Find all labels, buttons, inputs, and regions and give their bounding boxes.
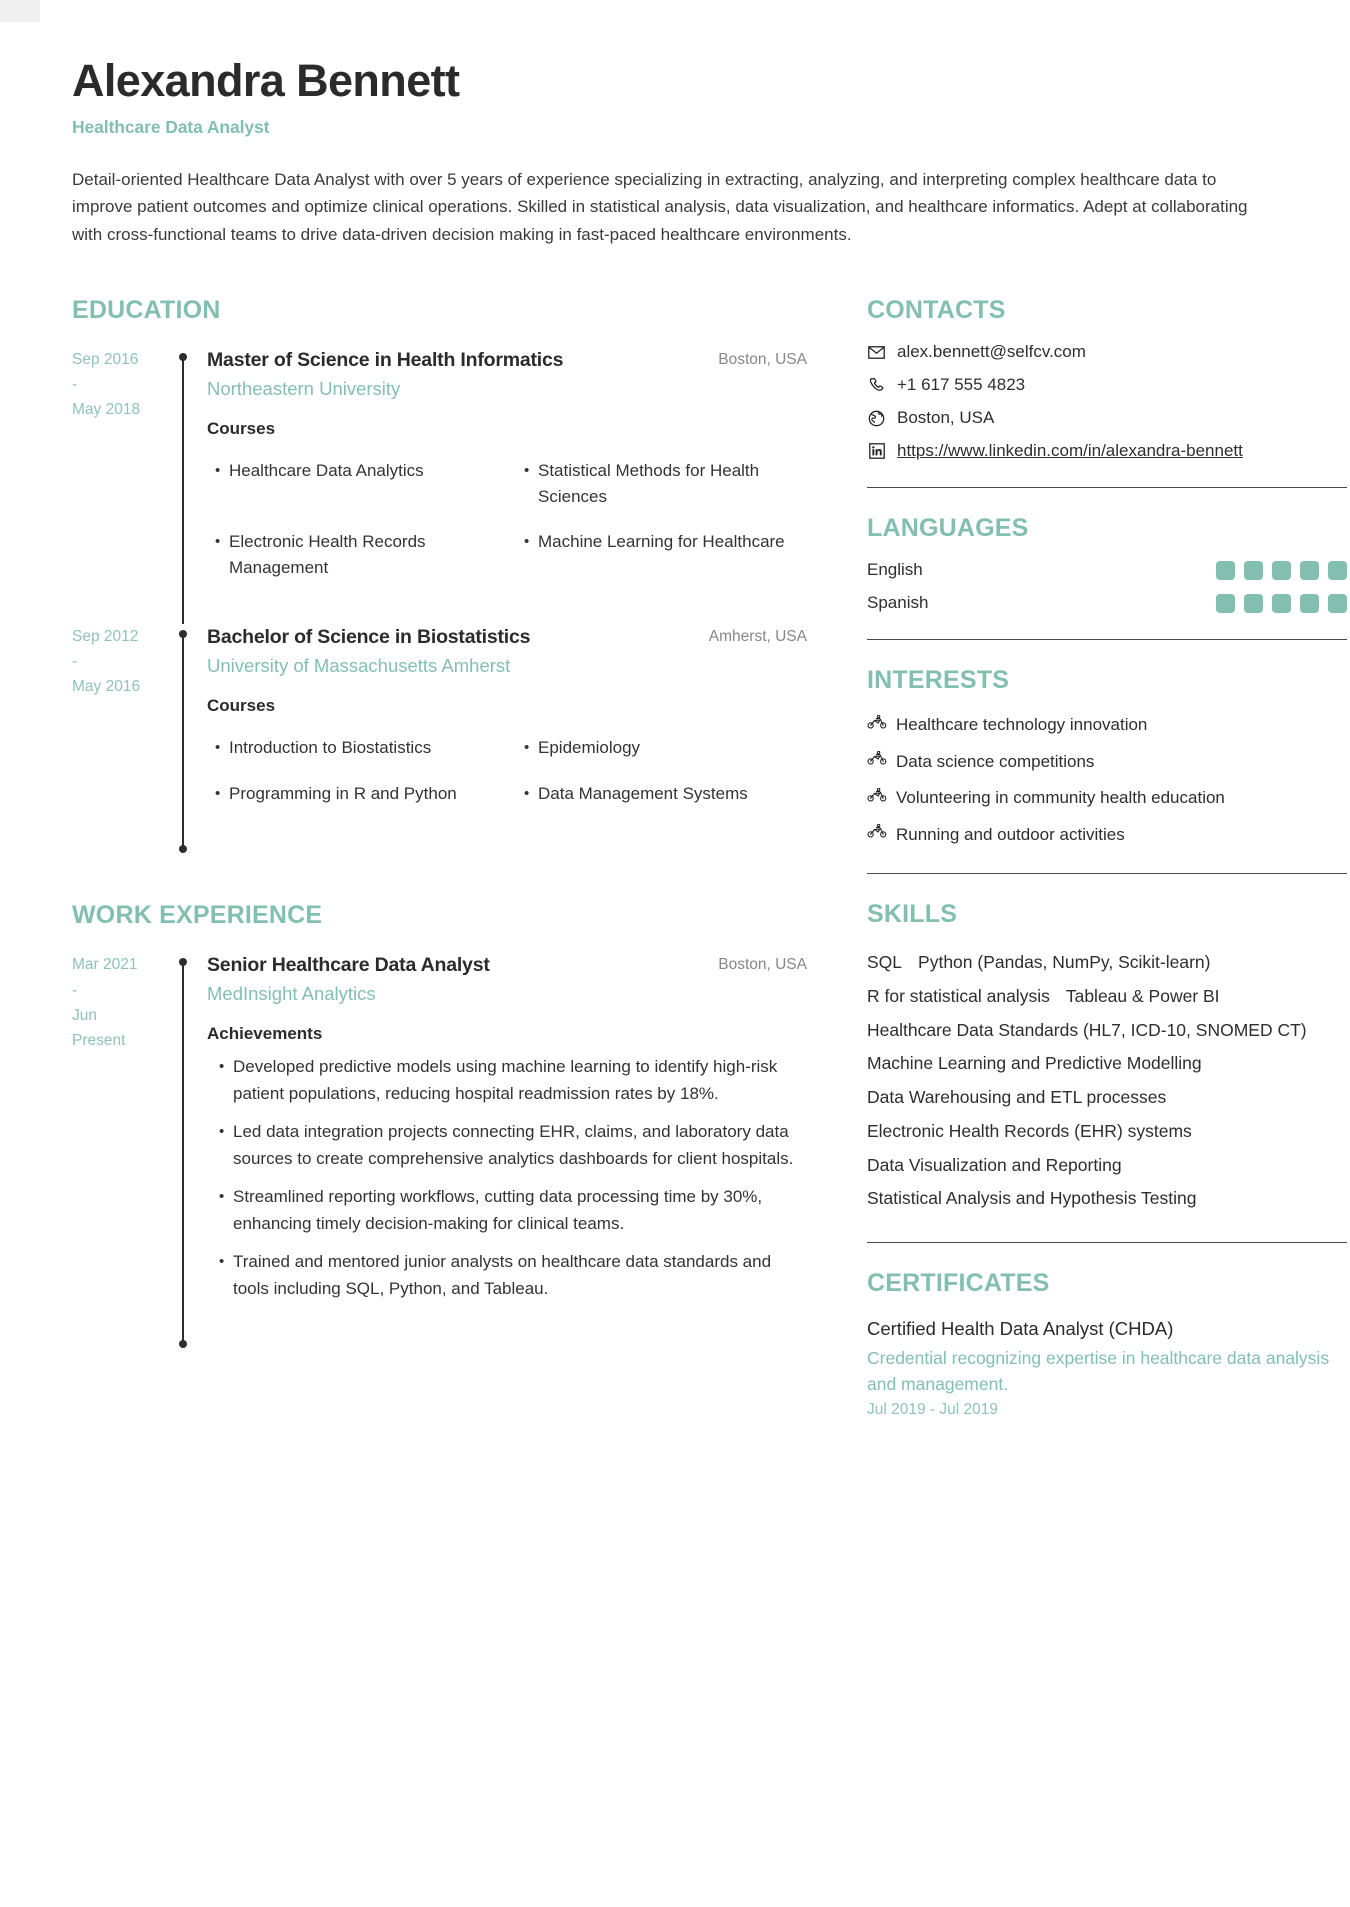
interests-section [867,666,1347,847]
skill-item: Data Warehousing and ETL processes [867,1087,1167,1108]
date-end-month: Jun [72,1006,97,1024]
achievements-list [207,1054,807,1302]
interest-item [867,822,1347,848]
date-start: Sep 2012 [72,628,139,646]
timeline-rail [177,952,189,1344]
timeline-line [182,960,184,1344]
candidate-job-title: Healthcare Data Analyst [72,116,270,137]
education-entry-body [189,347,807,624]
date-end-present: Present [72,1031,126,1049]
interest-item [867,785,1347,811]
skill-item: Data Visualization and Reporting [867,1154,1122,1175]
education-entry [72,347,807,624]
skills-section-title: SKILLS [867,900,958,929]
timeline-dot-icon [179,845,187,853]
bullet-icon: • [215,533,221,551]
level-square [1272,594,1291,613]
level-square [1216,594,1235,613]
linkedin-icon [867,442,886,461]
timeline-rail [177,347,189,624]
contact-location-row[interactable] [867,408,1347,428]
level-square [1328,561,1347,580]
certificates-section [867,1269,1347,1419]
sidebar-divider [867,639,1347,640]
achievement-item [207,1184,807,1237]
date-start: Sep 2016 [72,351,139,369]
achievement-text: Led data integration projects connecting EHR, claims, and laboratory data sources to create comprehensive analytics dashboards for client hospitals. [233,1122,794,1168]
work-entry-body [189,952,807,1344]
courses-label: Courses [207,695,276,715]
language-level-meter [1216,594,1347,613]
bicycle-icon [867,715,887,735]
education-dates [72,624,177,849]
languages-section-title: LANGUAGES [867,514,1029,543]
education-dates [72,347,177,624]
job-role: Senior Healthcare Data Analyst [207,954,490,977]
level-square [1272,561,1291,580]
phone-icon [867,376,886,395]
contact-email-row[interactable] [867,342,1347,362]
skill-item: SQL [867,952,903,973]
course-item [516,774,807,820]
degree-title: Master of Science in Health Informatics [207,349,564,372]
bullet-icon: • [219,1188,225,1206]
work-section-title: WORK EXPERIENCE [72,901,323,930]
course-label: Healthcare Data Analytics [229,460,424,480]
bullet-icon: • [524,784,530,802]
level-square [1328,594,1347,613]
education-entry [72,624,807,849]
courses-grid [207,728,807,820]
contact-phone-value: +1 617 555 4823 [897,375,1026,395]
certificate-name: Certified Health Data Analyst (CHDA) [867,1318,1174,1340]
interest-label: Volunteering in community health education [896,788,1225,808]
school-name: Northeastern University [207,377,401,399]
language-row [867,560,1347,580]
level-square [1244,561,1263,580]
school-name: University of Massachusetts Amherst [207,654,511,676]
date-end: May 2018 [72,401,141,419]
bullet-icon: • [215,784,221,802]
interest-label: Healthcare technology innovation [896,715,1148,735]
candidate-name: Alexandra Bennett [72,55,460,106]
bicycle-icon [867,788,887,808]
level-square [1244,594,1263,613]
bullet-icon: • [219,1058,225,1076]
courses-grid [207,451,807,594]
date-dash: - [72,981,78,999]
timeline-rail [177,624,189,849]
certificate-description: Credential recognizing expertise in healthcare data analysis and management. [867,1347,1330,1395]
certificate-date: Jul 2019 - Jul 2019 [867,1401,998,1419]
interest-item [867,712,1347,738]
course-item [207,728,498,774]
achievement-item [207,1249,807,1302]
contacts-section-title: CONTACTS [867,296,1006,325]
course-label: Statistical Methods for Health Sciences [538,460,760,506]
education-section-title: EDUCATION [72,296,221,325]
date-end: May 2016 [72,678,141,696]
contact-phone-row[interactable] [867,375,1347,395]
courses-label: Courses [207,418,276,438]
certificates-section-title: CERTIFICATES [867,1269,1050,1298]
course-item [516,522,807,594]
timeline-line [182,355,184,624]
course-label: Introduction to Biostatistics [229,737,432,757]
page-corner-mark [0,0,40,22]
interest-item [867,749,1347,775]
education-location: Boston, USA [718,351,807,369]
language-name: English [867,560,923,580]
work-entry-head [207,952,807,980]
company-name: MedInsight Analytics [207,983,376,1005]
degree-title: Bachelor of Science in Biostatistics [207,626,531,649]
achievement-item [207,1119,807,1172]
bullet-icon: • [524,461,530,479]
bullet-icon: • [215,461,221,479]
language-name: Spanish [867,593,929,613]
timeline-dot-icon [179,1340,187,1348]
work-location: Boston, USA [718,956,807,974]
skill-item: Electronic Health Records (EHR) systems [867,1120,1192,1141]
bicycle-icon [867,824,887,844]
sidebar-divider [867,1242,1347,1243]
timeline-line [182,632,184,849]
date-start: Mar 2021 [72,956,138,974]
bullet-icon: • [215,738,221,756]
skill-item: Statistical Analysis and Hypothesis Testing [867,1188,1197,1209]
main-column [72,296,807,1344]
achievement-text: Trained and mentored junior analysts on healthcare data standards and tools including SQL, Python, and Tableau. [233,1252,772,1298]
achievement-text: Developed predictive models using machine learning to identify high-risk patient populations, reducing hospital readmission rates by 18%. [233,1057,778,1103]
achievement-item [207,1054,807,1107]
bullet-icon: • [524,738,530,756]
date-dash: - [72,376,78,394]
resume-body [72,296,1330,1419]
course-item [516,728,807,774]
education-entry-head [207,624,807,652]
skill-item: Python (Pandas, NumPy, Scikit-learn) [918,952,1211,973]
skill-item: Machine Learning and Predictive Modelling [867,1053,1202,1074]
sidebar-divider [867,873,1347,874]
interests-section-title: INTERESTS [867,666,1010,695]
course-item [207,774,498,820]
bullet-icon: • [219,1253,225,1271]
certificate-item [867,1315,1347,1419]
course-label: Machine Learning for Healthcare [538,532,785,552]
profile-summary: Detail-oriented Healthcare Data Analyst with over 5 years of experience specializing in extracting, analyzing, and interpreting complex healthcare data to improve patient outcomes and optimize clinical operations. Skilled in statistical analysis, data visualization, and healthcare informatics. Adept at collaborating with cross-functional teams to drive data-driven decision making in fast-paced healthcare environments. [72,169,1248,244]
level-square [1216,561,1235,580]
envelope-icon [867,343,886,362]
course-label: Electronic Health Records Management [229,532,426,578]
course-label: Data Management Systems [538,783,748,803]
contact-linkedin-row[interactable] [867,441,1347,461]
contact-linkedin-value[interactable]: https://www.linkedin.com/in/alexandra-bennett [897,441,1243,461]
achievement-text: Streamlined reporting workflows, cutting data processing time by 30%, enhancing timely decision-making for clinical teams. [233,1187,763,1233]
bullet-icon: • [219,1123,225,1141]
education-entry-head [207,347,807,375]
sidebar-divider [867,487,1347,488]
education-entry-body [189,624,807,849]
level-square [1300,594,1319,613]
course-item [207,451,498,523]
interest-label: Data science competitions [896,751,1095,771]
education-location: Amherst, USA [708,628,807,646]
bullet-icon: • [524,533,530,551]
course-item [207,522,498,594]
date-dash: - [72,653,78,671]
course-item [516,451,807,523]
interest-label: Running and outdoor activities [896,824,1125,844]
level-square [1300,561,1319,580]
skills-list [867,946,1347,1216]
skill-item: Healthcare Data Standards (HL7, ICD-10, SNOMED CT) [867,1019,1307,1040]
languages-section [867,514,1347,613]
skills-section [867,900,1347,1216]
contact-email-value: alex.bennett@selfcv.com [897,342,1086,362]
resume-header [72,0,1278,248]
contacts-section [867,296,1347,461]
bicycle-icon [867,751,887,771]
globe-icon [867,409,886,428]
language-level-meter [1216,561,1347,580]
achievements-label: Achievements [207,1024,323,1044]
work-dates [72,952,177,1344]
skill-item: R for statistical analysis [867,985,1050,1006]
contact-location-value: Boston, USA [897,408,995,428]
language-row [867,593,1347,613]
work-entry [72,952,807,1344]
sidebar-column [867,296,1347,1419]
course-label: Epidemiology [538,737,641,757]
skill-item: Tableau & Power BI [1065,985,1220,1006]
course-label: Programming in R and Python [229,783,457,803]
